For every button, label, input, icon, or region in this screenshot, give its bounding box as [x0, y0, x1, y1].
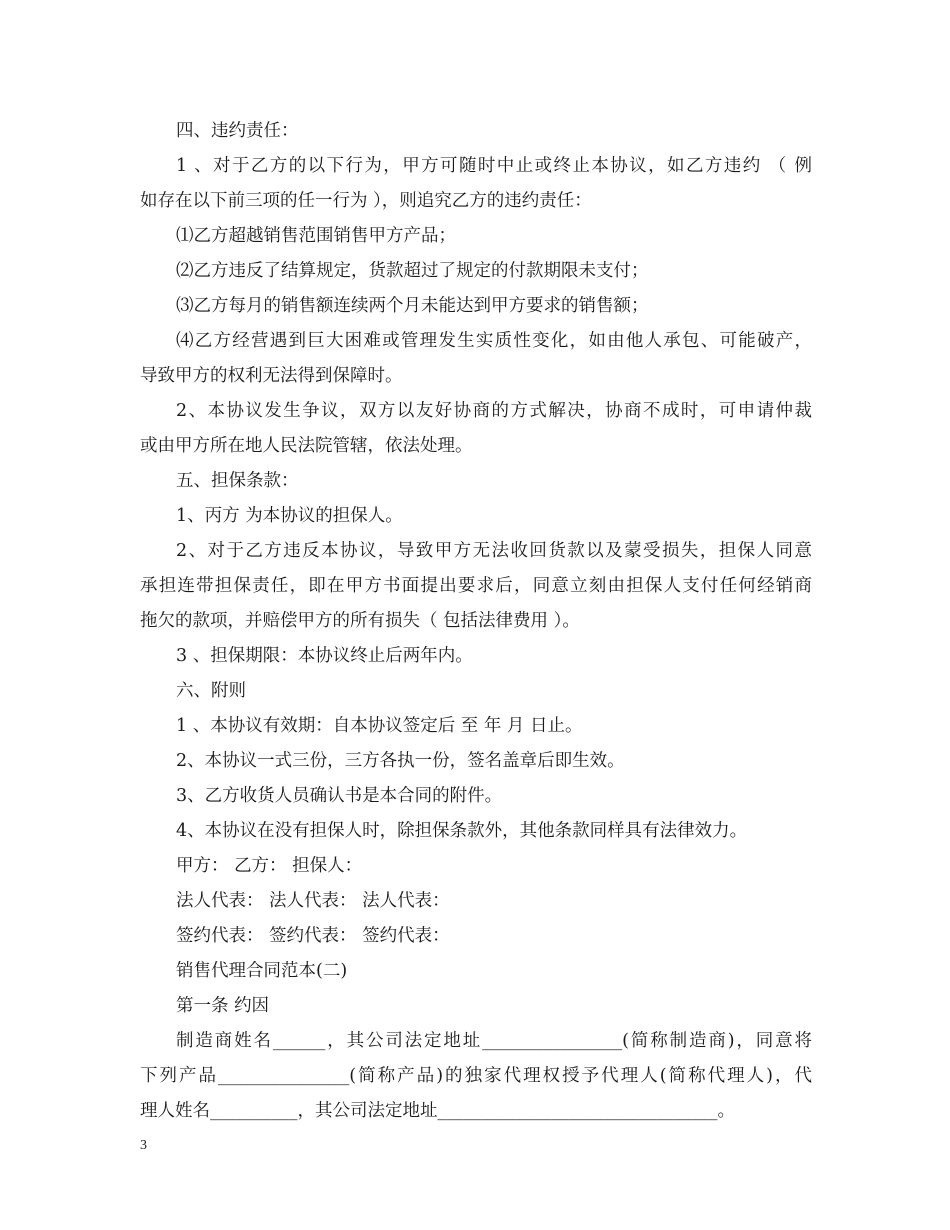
section-heading: 四、违约责任：: [176, 121, 299, 141]
paragraph-line: 或由甲方所在地人民法院管辖，依法处理。: [140, 436, 473, 456]
paragraph-line: 1 、对于乙方的以下行为，甲方可随时中止或终止本协议，如乙方违约 （ 例: [176, 156, 812, 176]
paragraph-line: 4、本协议在没有担保人时，除担保条款外，其他条款同样具有法律效力。: [176, 821, 748, 841]
paragraph-line: 3 、担保期限：本协议终止后两年内。: [176, 646, 473, 666]
paragraph-line: 3、乙方收货人员确认书是本合同的附件。: [176, 786, 503, 806]
list-item: ⑴乙方超越销售范围销售甲方产品；: [176, 226, 456, 246]
signature-line: 甲方： 乙方： 担保人：: [176, 856, 363, 876]
paragraph-line: 如存在以下前三项的任一行为 ），则追究乙方的违约责任：: [140, 191, 592, 211]
section-heading: 五、担保条款：: [176, 471, 299, 491]
paragraph-line: 下列产品_______________(简称产品)的独家代理权授予代理人(简称代理人)，代: [140, 1066, 812, 1086]
list-item: ⑶乙方每月的销售额连续两个月未能达到甲方要求的销售额；: [176, 296, 649, 316]
paragraph-line: 理人姓名__________，其公司法定地址________________________________。: [140, 1101, 735, 1121]
paragraph-line: 2、本协议发生争议，双方以友好协商的方式解决，协商不成时，可申请仲裁: [176, 401, 812, 421]
paragraph-line: 制造商姓名______，其公司法定地址________________(简称制造商)，同意将: [176, 1031, 812, 1051]
paragraph-line: 1 、本协议有效期：自本协议签定后 至 年 月 日止。: [176, 716, 583, 736]
list-item: ⑵乙方违反了结算规定，货款超过了规定的付款期限未支付；: [176, 261, 649, 281]
page-number: 3: [140, 1138, 147, 1153]
paragraph-line: 承担连带担保责任，即在甲方书面提出要求后，同意立刻由担保人支付任何经销商: [140, 576, 812, 596]
list-item: ⑷乙方经营遇到巨大困难或管理发生实质性变化，如由他人承包、可能破产，: [176, 331, 812, 351]
signature-line: 法人代表： 法人代表： 法人代表：: [176, 891, 450, 911]
paragraph-line: 1、丙方 为本协议的担保人。: [176, 506, 403, 526]
paragraph-line: 2、对于乙方违反本协议，导致甲方无法收回货款以及蒙受损失，担保人同意: [176, 541, 812, 561]
paragraph-line: 导致甲方的权利无法得到保障时。: [140, 366, 403, 386]
signature-line: 签约代表： 签约代表： 签约代表：: [176, 926, 450, 946]
paragraph-line: 2、本协议一式三份，三方各执一份，签名盖章后即生效。: [176, 751, 625, 771]
section-heading: 六、附则: [176, 681, 246, 701]
section-heading: 第一条 约因: [176, 996, 270, 1016]
contract-title: 销售代理合同范本(二): [176, 961, 348, 981]
paragraph-line: 拖欠的款项，并赔偿甲方的所有损失（ 包括法律费用 ）。: [140, 611, 580, 631]
document-body: [140, 114, 812, 1129]
